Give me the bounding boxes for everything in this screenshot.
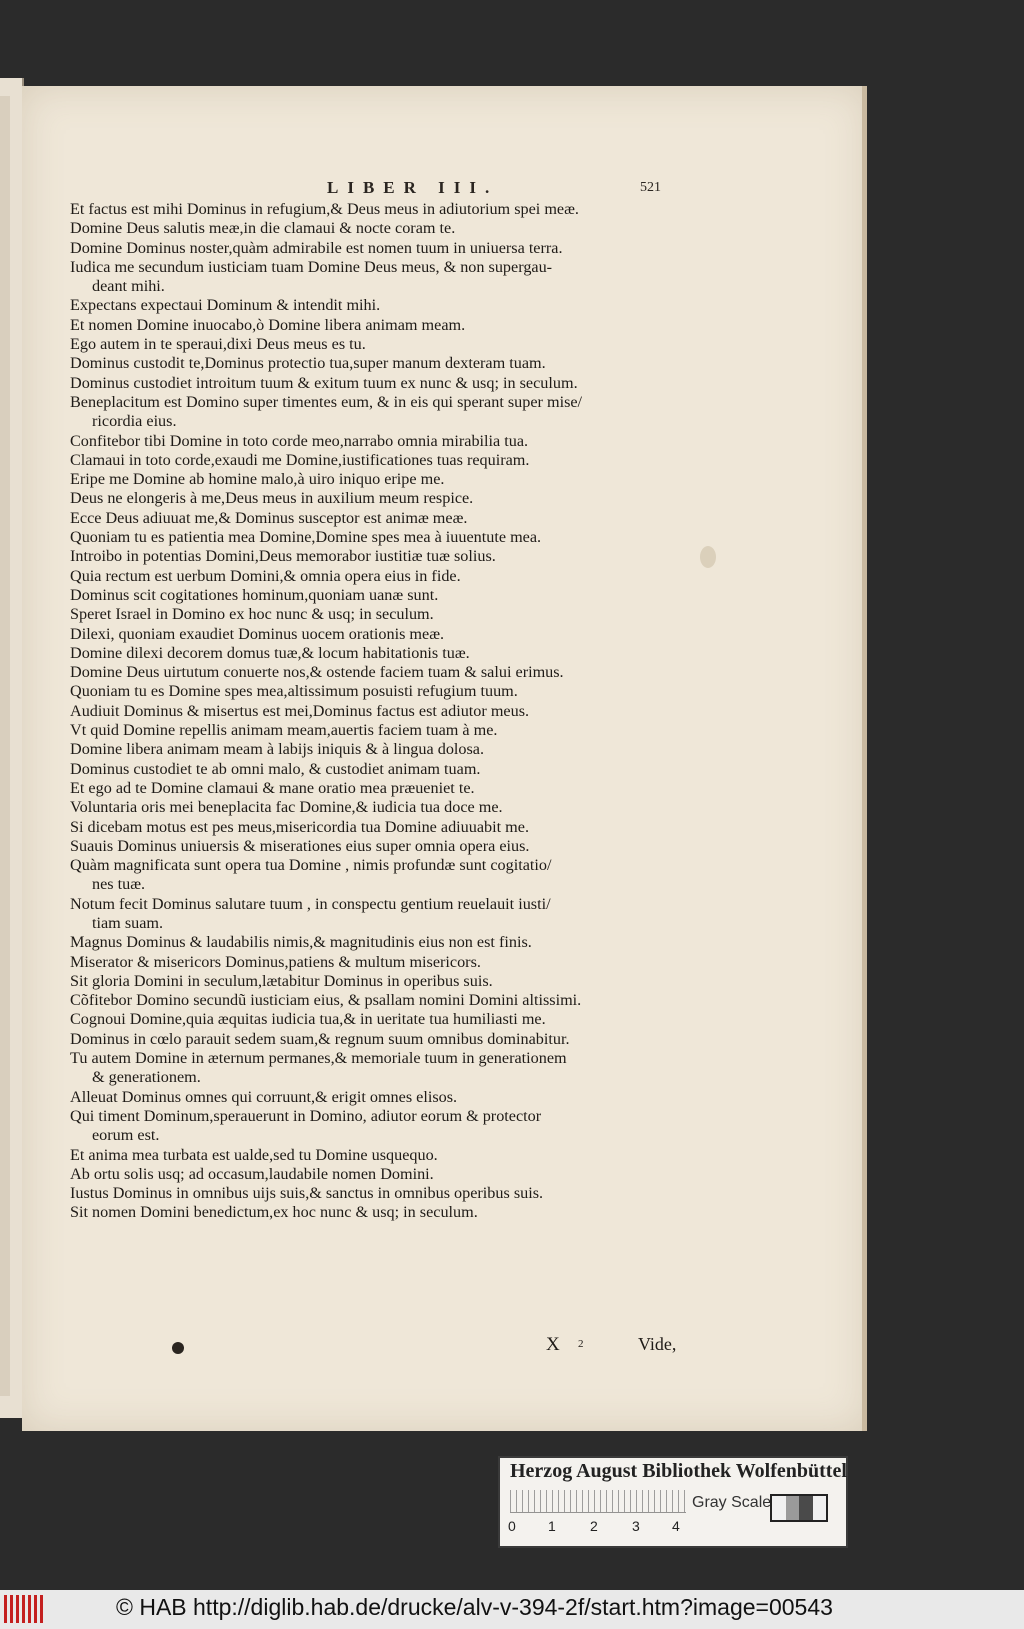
text-line: Beneplacitum est Domino super timentes eum, & in eis qui sperant super mise/ — [70, 392, 583, 411]
text-line: Cõfitebor Domino secundũ iusticiam eius, & psallam nomini Domini altissimi. — [70, 991, 582, 1010]
text-line: Cognoui Domine,quia æquitas iudicia tua,& in ueritate tua humiliasti me. — [70, 1010, 546, 1029]
text-line: tiam suam. — [92, 913, 164, 932]
ruler-number: 2 — [590, 1518, 598, 1534]
text-line: Qui timent Dominum,sperauerunt in Domino, adiutor eorum & protector — [70, 1106, 542, 1125]
text-line: Dominus scit cogitationes hominum,quoniam uanæ sunt. — [70, 585, 439, 604]
folio-number: 521 — [640, 180, 661, 195]
color-scale-card — [498, 1456, 848, 1548]
text-line: Magnus Dominus & laudabilis nimis,& magnitudinis eius non est finis. — [70, 933, 532, 952]
text-line: Deus ne elongeris à me,Deus meus in auxilium meum respice. — [70, 489, 474, 508]
page-header — [22, 178, 867, 202]
running-head: LIBER III. — [327, 178, 499, 197]
text-line: & generationem. — [92, 1068, 201, 1087]
text-line: Confitebor tibi Domine in toto corde meo,narrabo omnia mirabilia tua. — [70, 431, 529, 450]
text-line: Dominus custodit te,Dominus protectio tua,super manum dexteram tuam. — [70, 354, 546, 373]
text-line: Audiuit Dominus & misertus est mei,Dominus factus est adiutor meus. — [70, 701, 530, 720]
text-line: Alleuat Dominus omnes qui corruunt,& erigit omnes elisos. — [70, 1087, 458, 1106]
text-line: Iustus Dominus in omnibus uijs suis,& sanctus in omnibus operibus suis. — [70, 1184, 544, 1203]
text-line: nes tuæ. — [92, 875, 146, 894]
footer-bar — [0, 1590, 1024, 1629]
signature-mark: X — [546, 1334, 560, 1355]
catchword: Vide, — [638, 1334, 677, 1354]
page-right-edge — [862, 86, 867, 1431]
text-line: Dominus in cœlo parauit sedem suam,& regnum suum omnibus dominabitur. — [70, 1029, 570, 1048]
text-line: Speret Israel in Domino ex hoc nunc & usq; in seculum. — [70, 605, 434, 624]
text-line: Dominus custodiet te ab omni malo, & custodiet animam tuam. — [70, 759, 481, 778]
ruler-number: 4 — [672, 1518, 680, 1534]
text-line: Domine dilexi decorem domus tuæ,& locum habitationis tuæ. — [70, 643, 470, 662]
text-line: Expectans expectaui Dominum & intendit mihi. — [70, 296, 381, 315]
text-line: Si dicebam motus est pes meus,misericordia tua Domine adiuuabit me. — [70, 817, 529, 836]
text-line: Clamaui in toto corde,exaudi me Domine,iustificationes tuas requiram. — [70, 450, 530, 469]
ruler-number: 1 — [548, 1518, 556, 1534]
copyright-url[interactable]: © HAB http://diglib.hab.de/drucke/alv-v-394-2f/start.htm?image=00543 — [116, 1594, 833, 1620]
text-line: ricordia eius. — [92, 412, 177, 431]
text-line: Et nomen Domine inuocabo,ò Domine libera animam meam. — [70, 315, 466, 334]
paper-stain — [700, 546, 716, 568]
barcode-icon — [4, 1595, 46, 1623]
text-line: Suauis Dominus uniuersis & miserationes eius super omnia opera eius. — [70, 836, 530, 855]
text-line: Domine Deus salutis meæ,in die clamaui & nocte coram te. — [70, 219, 456, 238]
text-line: Dilexi, quoniam exaudiet Dominus uocem orationis meæ. — [70, 624, 445, 643]
text-line: Et factus est mihi Dominus in refugium,& Deus meus in adiutorium spei meæ. — [70, 200, 579, 218]
text-line: Ecce Deus adiuuat me,& Dominus susceptor est animæ meæ. — [70, 508, 468, 527]
left-page-fold — [0, 96, 10, 1396]
text-line: Domine libera animam meam à labijs iniquis & à lingua dolosa. — [70, 740, 485, 759]
text-block — [70, 200, 720, 1355]
text-line: deant mihi. — [92, 277, 165, 296]
text-line: Voluntaria oris mei beneplacita fac Domine,& iudicia tua doce me. — [70, 798, 503, 817]
text-line: Notum fecit Dominus salutare tuum , in conspectu gentium reuelauit iusti/ — [70, 894, 551, 913]
scale-card-title: Herzog August Bibliothek Wolfenbüttel — [510, 1460, 847, 1482]
gray-scale-label: Gray Scale — [692, 1494, 772, 1511]
text-line: Quoniam tu es patientia mea Domine,Domine spes mea à iuuentute mea. — [70, 528, 542, 547]
text-line: Domine Deus uirtutum conuerte nos,& ostende faciem tuam & salui erimus. — [70, 663, 564, 682]
text-line: eorum est. — [92, 1126, 160, 1145]
text-line: Ego autem in te speraui,dixi Deus meus es tu. — [70, 335, 366, 354]
ruler-number: 0 — [508, 1518, 516, 1534]
catchword-line — [70, 1334, 720, 1356]
ornament-icon — [172, 1342, 184, 1354]
text-line: Vt quid Domine repellis animam meam,auertis faciem tuam à me. — [70, 721, 498, 740]
text-line: Dominus custodiet introitum tuum & exitum tuum ex nunc & usq; in seculum. — [70, 373, 578, 392]
text-line: Quàm magnificata sunt opera tua Domine , nimis profundæ sunt cogitatio/ — [70, 856, 552, 875]
text-line: Iudica me secundum iusticiam tuam Domine Deus meus, & non supergau- — [70, 257, 553, 276]
text-line: Miserator & misericors Dominus,patiens & multum misericors. — [70, 952, 481, 971]
ruler-icon — [510, 1490, 686, 1513]
text-line: Quoniam tu es Domine spes mea,altissimum posuisti refugium tuum. — [70, 682, 518, 701]
text-line: Quia rectum est uerbum Domini,& omnia opera eius in fide. — [70, 566, 461, 585]
text-line: Et anima mea turbata est ualde,sed tu Domine usquequo. — [70, 1145, 438, 1164]
text-line: Et ego ad te Domine clamaui & mane oratio mea præueniet te. — [70, 778, 475, 797]
text-line: Sit gloria Domini in seculum,lætabitur Dominus in operibus suis. — [70, 971, 493, 990]
book-page — [22, 86, 867, 1431]
text-line: Sit nomen Domini benedictum,ex hoc nunc & usq; in seculum. — [70, 1203, 478, 1222]
text-line: Tu autem Domine in æternum permanes,& memoriale tuum in generationem — [70, 1049, 567, 1068]
text-line: Domine Dominus noster,quàm admirabile est nomen tuum in uniuersa terra. — [70, 238, 563, 257]
signature-number: 2 — [578, 1338, 584, 1350]
text-line: Ab ortu solis usq; ad occasum,laudabile nomen Domini. — [70, 1164, 434, 1183]
ruler-number: 3 — [632, 1518, 640, 1534]
gray-scale-swatch — [770, 1494, 828, 1522]
text-line: Introibo in potentias Domini,Deus memorabor iustitiæ tuæ solius. — [70, 547, 496, 566]
text-line: Eripe me Domine ab homine malo,à uiro iniquo eripe me. — [70, 470, 445, 489]
